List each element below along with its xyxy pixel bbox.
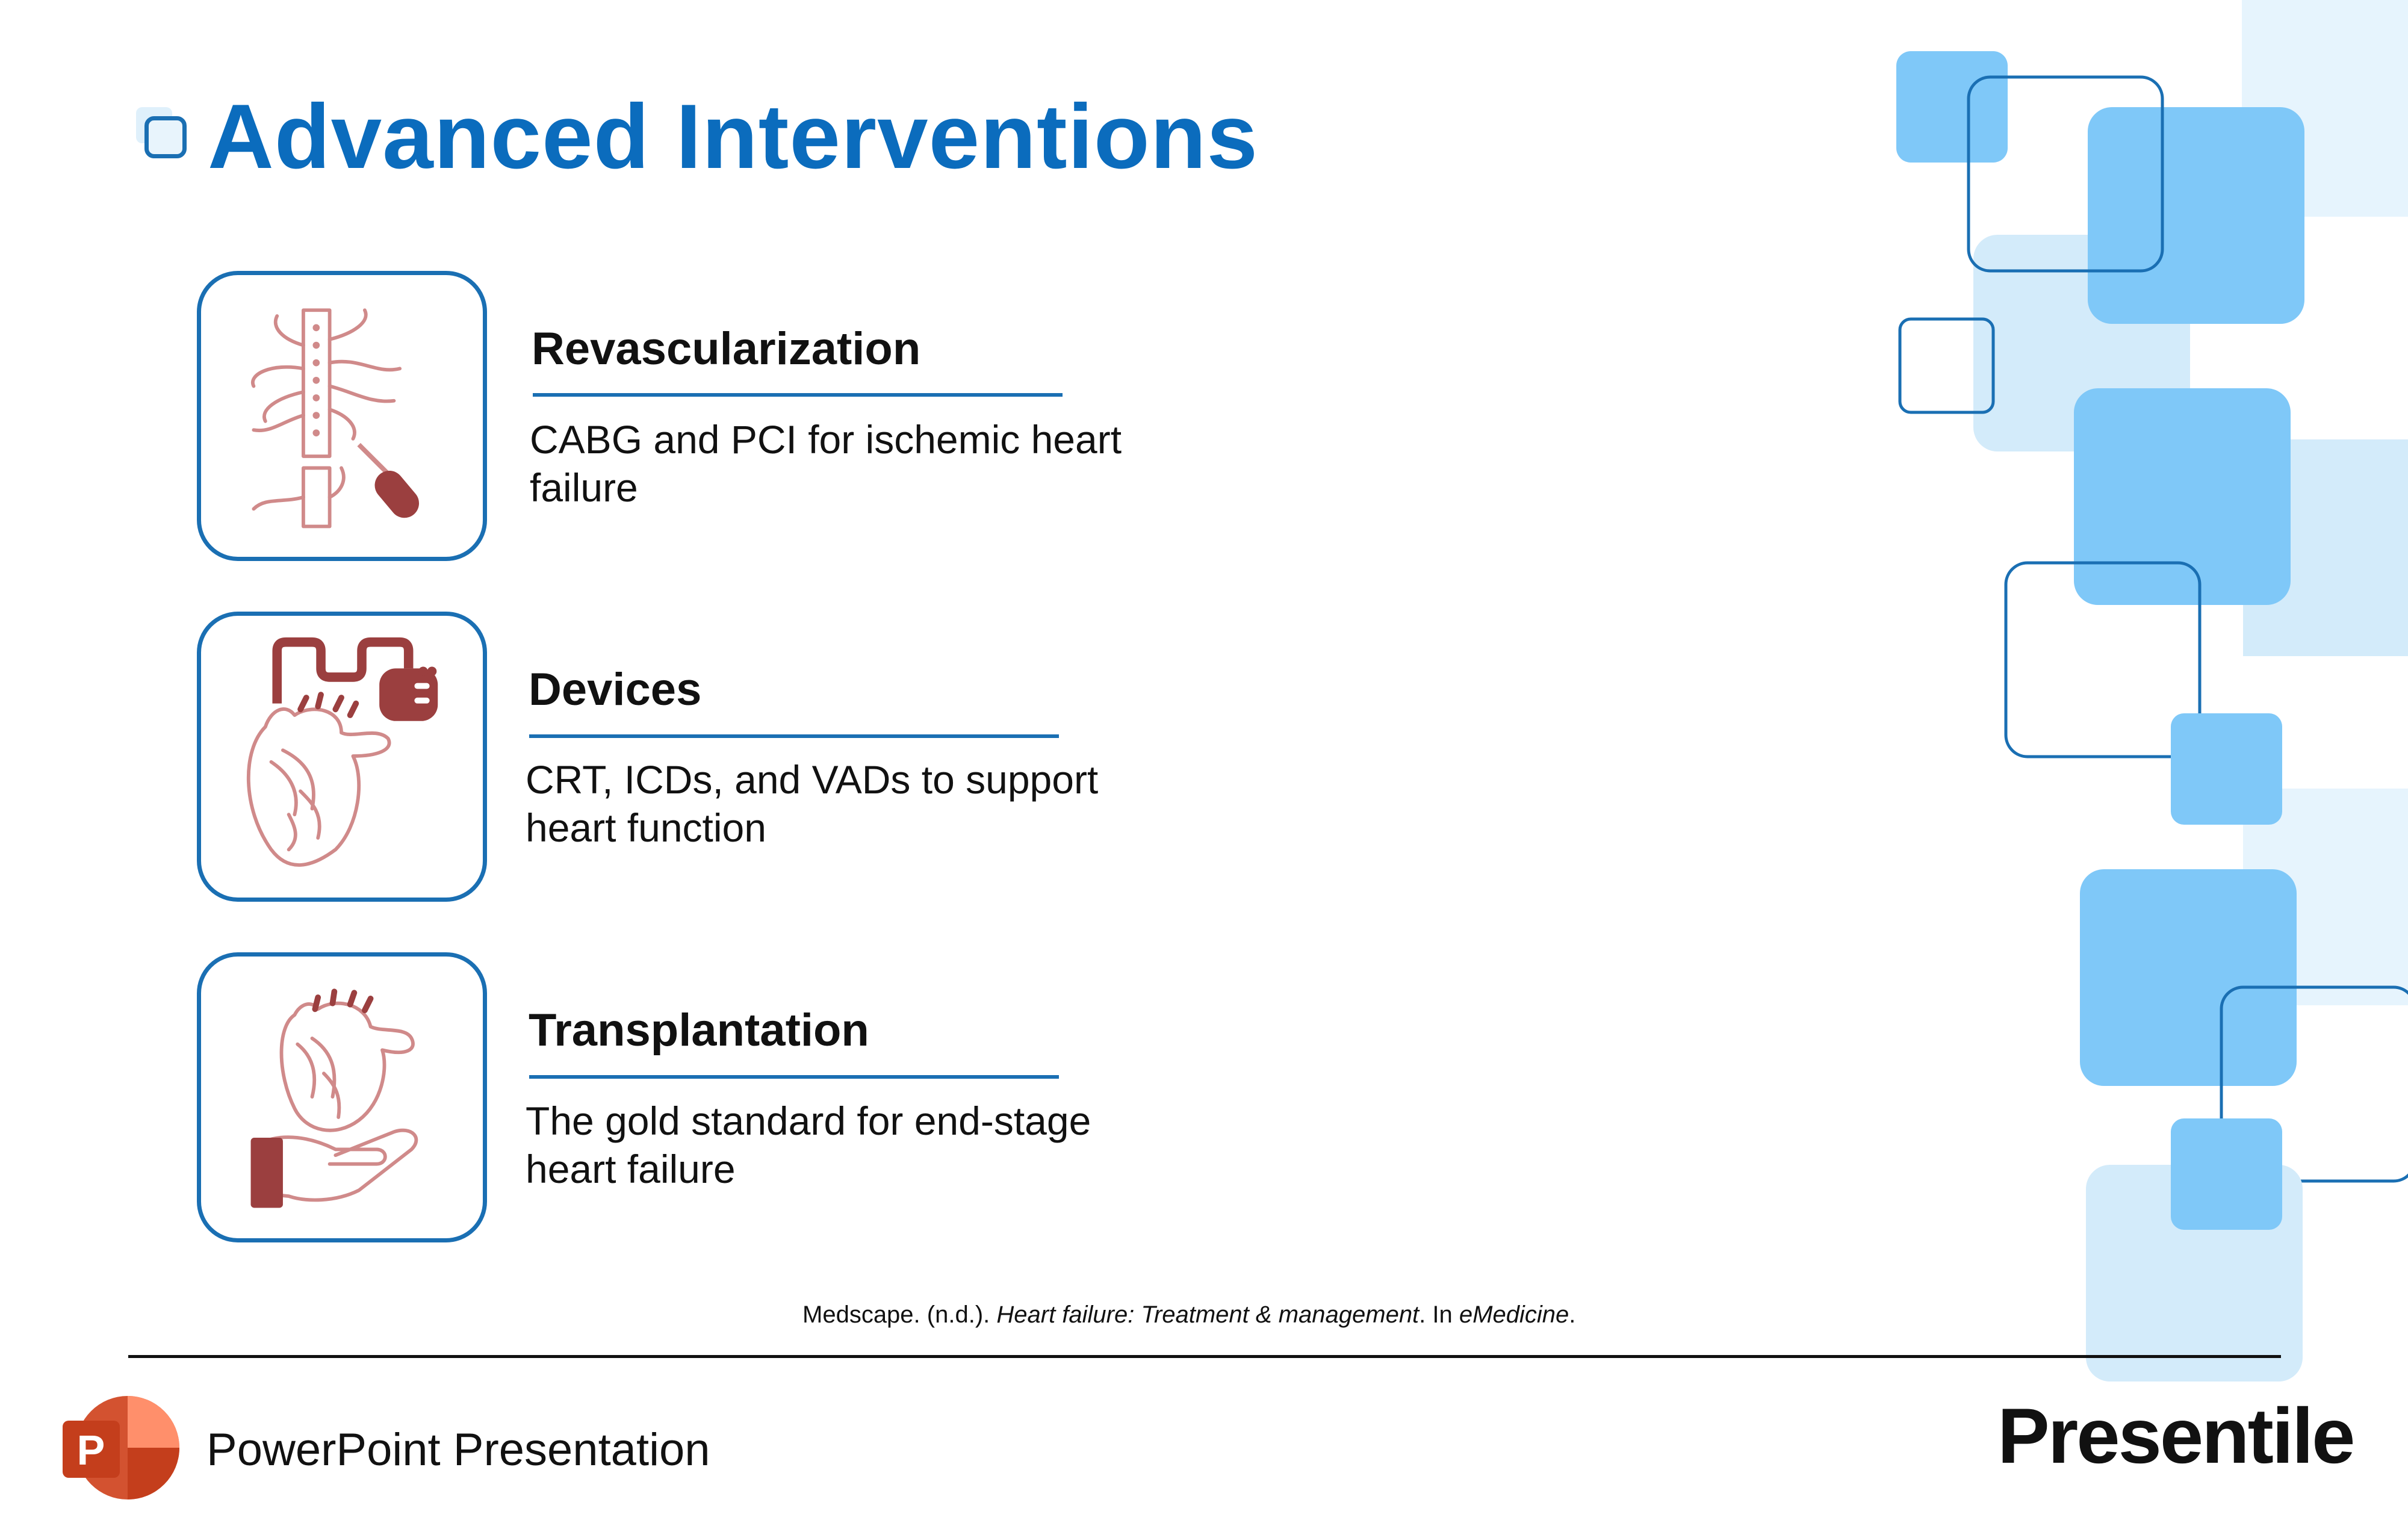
- artery-stent-icon: [201, 275, 483, 557]
- item-divider: [529, 734, 1059, 738]
- citation-middle: . In: [1419, 1301, 1459, 1328]
- item-title-devices: Devices: [529, 664, 702, 715]
- footer-app-label: PowerPoint Presentation: [206, 1424, 710, 1475]
- heart-in-hand-icon: [201, 957, 483, 1238]
- heart-device-icon-box: [197, 612, 487, 902]
- title-square-icon: [144, 116, 187, 158]
- item-description: CABG and PCI for ischemic heart failure: [530, 417, 1122, 510]
- heart-device-icon: [201, 616, 483, 898]
- citation: [802, 1301, 2006, 1329]
- citation-source: eMedicine: [1459, 1301, 1569, 1328]
- heart-in-hand-icon-box: [197, 952, 487, 1242]
- page-title: Advanced Interventions: [208, 85, 1259, 188]
- item-divider: [533, 393, 1063, 397]
- decorative-squares: [1878, 0, 2408, 1535]
- svg-text:P: P: [76, 1427, 105, 1474]
- brand-logo: Presentile: [1997, 1392, 2354, 1480]
- item-description: The gold standard for end-stage heart failure: [526, 1099, 1091, 1191]
- item-title-revascularization: Revascularization: [532, 323, 921, 374]
- item-title-transplantation: Transplantation: [529, 1005, 869, 1056]
- item-divider: [529, 1075, 1059, 1079]
- powerpoint-icon: [60, 1394, 181, 1502]
- artery-stent-icon-box: [197, 271, 487, 561]
- citation-title: Heart failure: Treatment & management: [996, 1301, 1420, 1328]
- footer-divider: [128, 1355, 2281, 1358]
- citation-prefix: Medscape. (n.d.).: [802, 1301, 997, 1328]
- item-description: CRT, ICDs, and VADs to support heart function: [526, 757, 1099, 850]
- citation-suffix: .: [1569, 1301, 1576, 1328]
